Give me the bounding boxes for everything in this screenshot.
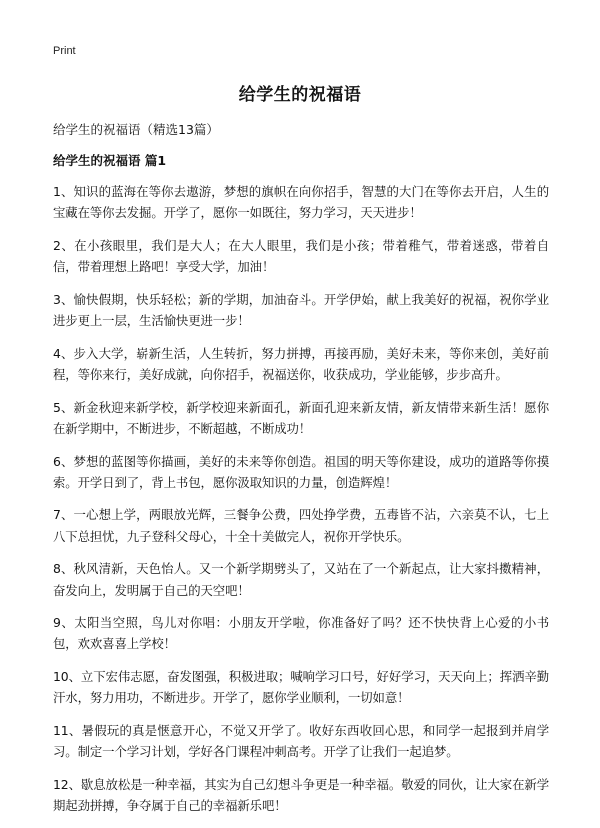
section-heading: 给学生的祝福语 篇1 [53, 153, 167, 168]
paragraph: 12、歇息放松是一种幸福，其实为自己幻想斗争更是一种幸福。敬爱的同伙，让大家在新学期起劲拼搏，争夺属于自己的幸福新乐吧！ [53, 776, 549, 814]
paragraph: 5、新金秋迎来新学校，新学校迎来新面孔，新面孔迎来新友情，新友情带来新生活！愿你在新学期中，不断进步，不断超越，不断成功！ [53, 399, 549, 436]
paragraph: 11、暑假玩的真是惬意开心，不觉又开学了。收好东西收回心思，和同学一起报到并肩学习。制定一个学习计划，学好各门课程冲刺高考。开学了让我们一起追梦。 [53, 723, 549, 760]
page-title: 给学生的祝福语 [238, 85, 362, 105]
paragraph: 2、在小孩眼里，我们是大人；在大人眼里，我们是小孩；带着稚气，带着迷惑，带着自信，带着理想上路吧！享受大学，加油！ [53, 237, 549, 275]
paragraph: 6、梦想的蓝图等你描画，美好的未来等你创造。祖国的明天等你建设，成功的道路等你摸索。开学日到了，背上书包，愿你汲取知识的力量，创造辉煌！ [53, 453, 549, 490]
paragraph-list [53, 181, 549, 828]
document-subtitle: 给学生的祝福语（精选13篇） [53, 122, 219, 137]
paragraph: 1、知识的蓝海在等你去遨游，梦想的旗帜在向你招手，智慧的大门在等你去开启，人生的宝藏在等你去发掘。开学了，愿你一如既往，努力学习，天天进步！ [53, 184, 549, 221]
paragraph: 10、立下宏伟志愿，奋发图强，积极进取；喊响学习口号，好好学习，天天向上；挥洒辛勤汗水，努力用功，不断进步。开学了，愿你学业顺利，一切如意！ [53, 669, 549, 706]
paragraph: 9、太阳当空照，鸟儿对你唱：小朋友开学啦，你准备好了吗？还不快快背上心爱的小书包，欢欢喜喜上学校！ [53, 615, 549, 652]
print-label[interactable]: Print [53, 45, 76, 57]
paragraph: 7、一心想上学，两眼放光辉，三餐争公费，四处挣学费，五毒皆不沾，六亲莫不认，七上八下总担忧，九子登科父母心，十全十美做完人，祝你开学快乐。 [53, 507, 549, 544]
paragraph: 3、愉快假期，快乐轻松；新的学期，加油奋斗。开学伊始，献上我美好的祝福，祝你学业进步更上一层，生活愉快更进一步！ [53, 291, 549, 329]
paragraph: 4、步入大学，崭新生活，人生转折，努力拼搏，再接再励，美好未来，等你来创，美好前程，等你来行，美好成就，向你招手，祝福送你，收获成功，学业能够，步步高升。 [53, 345, 549, 382]
paragraph: 8、秋风清新，天色怡人。又一个新学期劈头了，又站在了一个新起点，让大家抖擞精神，奋发向上，发明属于自己的天空吧！ [53, 561, 549, 598]
